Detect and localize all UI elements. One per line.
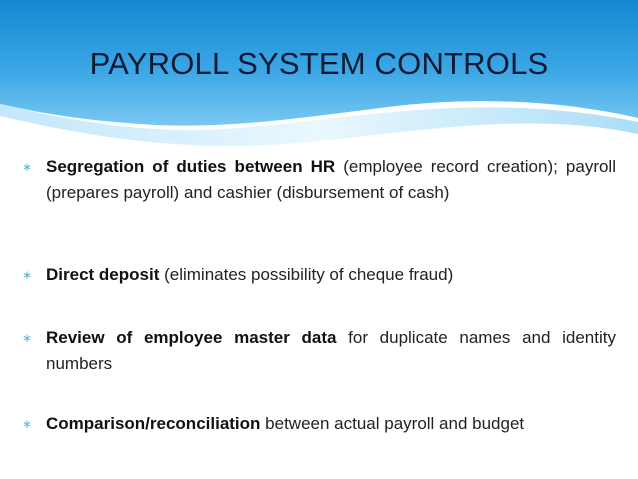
bullet-item — [22, 411, 616, 437]
bullet-item — [22, 154, 616, 206]
bullet-regular-text: between actual payroll and budget — [260, 414, 525, 433]
bullet-text — [46, 154, 616, 206]
asterisk-bullet-icon: ∗ — [22, 268, 33, 282]
bullet-item — [22, 262, 616, 288]
asterisk-bullet-icon: ∗ — [22, 417, 33, 431]
bullet-bold-text: Review of employee master data — [46, 328, 337, 347]
bullet-regular-text: for duplicate names and identity numbers — [46, 328, 616, 373]
bullet-bold-text: Comparison/reconciliation — [46, 414, 261, 433]
bullet-regular-text: (eliminates possibility of cheque fraud) — [159, 265, 454, 284]
bullet-item — [22, 325, 616, 377]
bullet-regular-text: (employee record creation); payroll (prepares payroll) and cashier (disbursement of cash) — [46, 157, 616, 202]
bullet-bold-text: Segregation of duties between HR — [46, 157, 336, 176]
bullet-bold-text: Direct deposit — [46, 265, 160, 284]
asterisk-bullet-icon: ∗ — [22, 160, 33, 174]
asterisk-bullet-icon: ∗ — [22, 331, 33, 345]
slide-title: PAYROLL SYSTEM CONTROLS — [89, 46, 549, 81]
bullet-text — [46, 325, 616, 377]
bullet-text — [46, 411, 616, 437]
bullet-text — [46, 262, 616, 288]
